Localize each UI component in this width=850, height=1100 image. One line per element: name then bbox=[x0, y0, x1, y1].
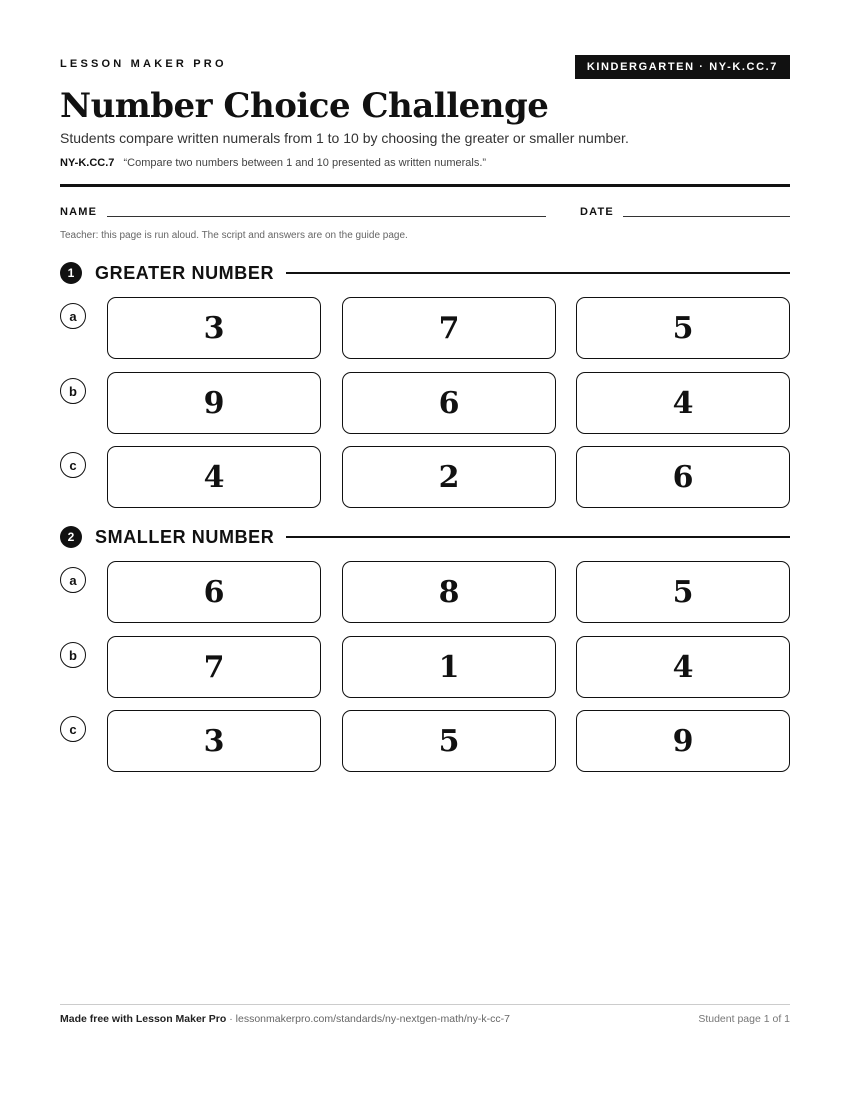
section-greater-header bbox=[60, 261, 790, 285]
question-row bbox=[60, 297, 790, 359]
section-number-badge: 1 bbox=[60, 262, 82, 284]
question-row bbox=[60, 446, 790, 508]
row-letter-badge: c bbox=[60, 452, 86, 478]
footer-made-with: Made free with Lesson Maker Pro bbox=[60, 1013, 227, 1025]
footer-page-number: Student page 1 of 1 bbox=[698, 1013, 790, 1025]
standard-line bbox=[60, 157, 486, 169]
date-label: DATE bbox=[580, 206, 614, 218]
number-choice-box[interactable]: 1 bbox=[342, 636, 556, 698]
number-choice-box[interactable]: 4 bbox=[576, 372, 790, 434]
grade-standard-badge: KINDERGARTEN · NY-K.CC.7 bbox=[575, 55, 790, 79]
name-label: NAME bbox=[60, 206, 98, 218]
brand-name: LESSON MAKER PRO bbox=[60, 58, 227, 70]
section-number-badge: 2 bbox=[60, 526, 82, 548]
date-field[interactable] bbox=[623, 216, 790, 217]
section-title: SMALLER NUMBER bbox=[95, 526, 275, 547]
number-choice-box[interactable]: 4 bbox=[576, 636, 790, 698]
number-choice-box[interactable]: 6 bbox=[342, 372, 556, 434]
row-letter-badge: b bbox=[60, 378, 86, 404]
section-title: GREATER NUMBER bbox=[95, 262, 275, 283]
number-choice-box[interactable]: 7 bbox=[107, 636, 321, 698]
standard-text: “Compare two numbers between 1 and 10 presented as written numerals.” bbox=[123, 157, 487, 169]
footer-separator: · bbox=[226, 1013, 236, 1025]
number-choice-box[interactable]: 7 bbox=[342, 297, 556, 359]
footer-divider bbox=[60, 1004, 790, 1005]
section-rule bbox=[286, 272, 790, 274]
footer-credit bbox=[60, 1013, 510, 1025]
footer-url-link[interactable]: lessonmakerpro.com/standards/ny-nextgen-math/ny-k-cc-7 bbox=[235, 1013, 510, 1025]
row-letter-badge: b bbox=[60, 642, 86, 668]
standard-code: NY-K.CC.7 bbox=[60, 157, 115, 169]
question-row bbox=[60, 710, 790, 772]
number-choice-box[interactable]: 3 bbox=[107, 710, 321, 772]
name-field[interactable] bbox=[107, 216, 546, 217]
number-choice-box[interactable]: 8 bbox=[342, 561, 556, 623]
row-letter-badge: c bbox=[60, 716, 86, 742]
question-row bbox=[60, 561, 790, 623]
section-rule bbox=[286, 536, 790, 538]
row-letter-badge: a bbox=[60, 303, 86, 329]
section-smaller-header bbox=[60, 525, 790, 549]
number-choice-box[interactable]: 5 bbox=[576, 561, 790, 623]
number-choice-box[interactable]: 3 bbox=[107, 297, 321, 359]
page-subtitle: Students compare written numerals from 1 to 10 by choosing the greater or smaller number. bbox=[60, 130, 629, 146]
teacher-note: Teacher: this page is run aloud. The script and answers are on the guide page. bbox=[60, 230, 408, 241]
number-choice-box[interactable]: 2 bbox=[342, 446, 556, 508]
number-choice-box[interactable]: 4 bbox=[107, 446, 321, 508]
number-choice-box[interactable]: 5 bbox=[342, 710, 556, 772]
number-choice-box[interactable]: 9 bbox=[107, 372, 321, 434]
number-choice-box[interactable]: 6 bbox=[576, 446, 790, 508]
number-choice-box[interactable]: 9 bbox=[576, 710, 790, 772]
page-title: Number Choice Challenge bbox=[60, 86, 549, 126]
header-divider bbox=[60, 184, 790, 187]
question-row bbox=[60, 372, 790, 434]
question-row bbox=[60, 636, 790, 698]
row-letter-badge: a bbox=[60, 567, 86, 593]
number-choice-box[interactable]: 6 bbox=[107, 561, 321, 623]
number-choice-box[interactable]: 5 bbox=[576, 297, 790, 359]
